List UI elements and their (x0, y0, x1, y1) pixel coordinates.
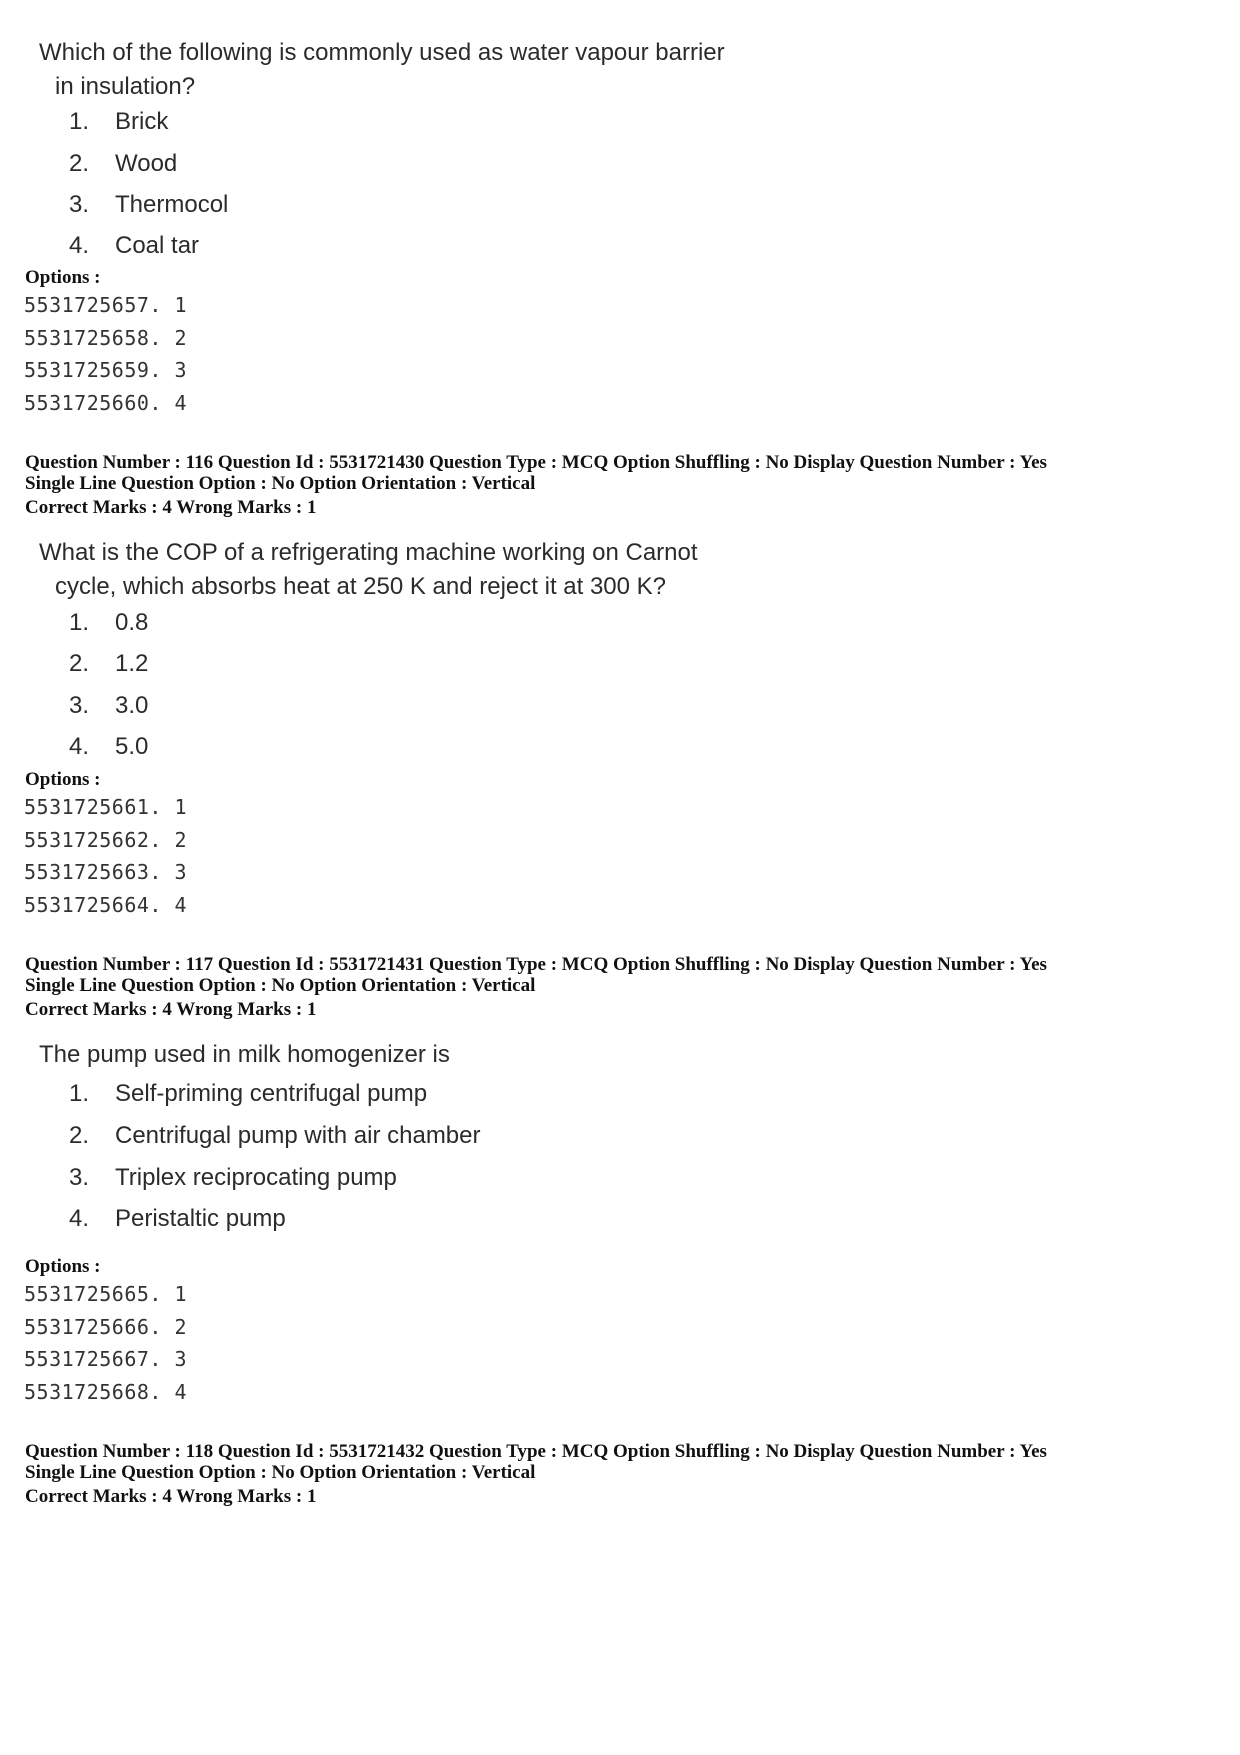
meta-line: Single Line Question Option : No Option Orientation : Vertical (25, 473, 536, 494)
answer-item: 3. Thermocol (69, 191, 229, 218)
answer-item: 4. Peristaltic pump (69, 1205, 286, 1232)
option-row: 5531725663. 3 (24, 860, 188, 884)
option-row: 5531725668. 4 (24, 1380, 188, 1404)
meta-line: Single Line Question Option : No Option Orientation : Vertical (25, 1462, 536, 1483)
option-row: 5531725667. 3 (24, 1347, 188, 1371)
options-label: Options : (25, 769, 101, 790)
answer-item: 4. Coal tar (69, 232, 200, 259)
option-row: 5531725661. 1 (24, 795, 188, 819)
question-meta (25, 954, 1047, 996)
answer-item: 1. Brick (69, 108, 169, 135)
answer-item: 3. Triplex reciprocating pump (69, 1164, 397, 1191)
marks-line: Correct Marks : 4 Wrong Marks : 1 (25, 497, 317, 518)
meta-line: Single Line Question Option : No Option Orientation : Vertical (25, 975, 536, 996)
meta-line: Question Number : 118 Question Id : 5531721432 Question Type : MCQ Option Shuffling : No Display Question Number : Yes (25, 1441, 1047, 1462)
option-row: 5531725657. 1 (24, 293, 188, 317)
option-row: 5531725662. 2 (24, 828, 188, 852)
option-row: 5531725659. 3 (24, 358, 188, 382)
meta-line: Question Number : 117 Question Id : 5531721431 Question Type : MCQ Option Shuffling : No Display Question Number : Yes (25, 954, 1047, 975)
marks-line: Correct Marks : 4 Wrong Marks : 1 (25, 1486, 317, 1507)
question-text-line: The pump used in milk homogenizer is (39, 1041, 450, 1068)
answer-item: 2. Centrifugal pump with air chamber (69, 1122, 481, 1149)
option-row: 5531725665. 1 (24, 1282, 188, 1306)
option-row: 5531725664. 4 (24, 893, 188, 917)
option-row: 5531725658. 2 (24, 326, 188, 350)
question-text-line: Which of the following is commonly used as water vapour barrier (39, 39, 725, 66)
answer-item: 4. 5.0 (69, 733, 149, 760)
question-meta (25, 452, 1047, 494)
option-row: 5531725666. 2 (24, 1315, 188, 1339)
answer-item: 2. Wood (69, 150, 178, 177)
question-text-line: in insulation? (55, 73, 196, 100)
meta-line: Question Number : 116 Question Id : 5531721430 Question Type : MCQ Option Shuffling : No Display Question Number : Yes (25, 452, 1047, 473)
question-text-line: cycle, which absorbs heat at 250 K and reject it at 300 K? (55, 573, 667, 600)
answer-item: 3. 3.0 (69, 692, 149, 719)
answer-item: 1. 0.8 (69, 609, 149, 636)
answer-item: 2. 1.2 (69, 650, 149, 677)
question-text (39, 1038, 799, 1072)
answer-item: 1. Self-priming centrifugal pump (69, 1080, 428, 1107)
marks-line: Correct Marks : 4 Wrong Marks : 1 (25, 999, 317, 1020)
question-text-line: What is the COP of a refrigerating machine working on Carnot (39, 539, 698, 566)
option-row: 5531725660. 4 (24, 391, 188, 415)
question-meta (25, 1441, 1047, 1483)
question-text (39, 536, 799, 604)
options-label: Options : (25, 1256, 101, 1277)
options-label: Options : (25, 267, 101, 288)
question-text (39, 36, 799, 104)
